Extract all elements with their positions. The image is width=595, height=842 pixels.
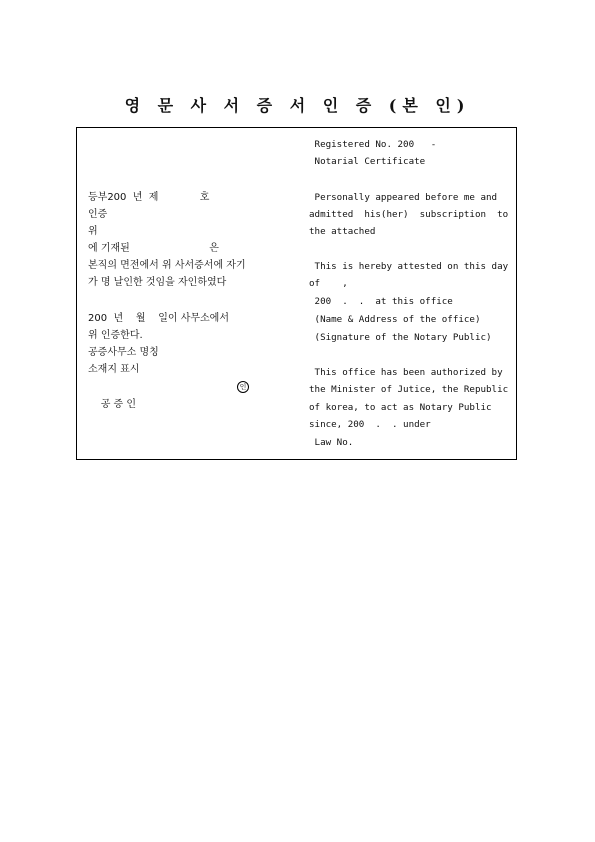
english-line-9: (Name & Address of the office) — [309, 314, 481, 325]
korean-column — [88, 189, 298, 409]
korean-line-2: 인증 — [88, 209, 108, 220]
english-line-11: This office has been authorized by — [309, 367, 503, 378]
korean-line-4: 에 기재된 은 — [88, 243, 219, 254]
english-line-8: 200 . . at this office — [309, 296, 453, 307]
korean-line-8: 위 인증한다. — [88, 330, 143, 341]
english-line-6: This is hereby attested on this day — [309, 261, 509, 272]
english-line-7: of , — [309, 278, 348, 289]
english-line-2: Notarial Certificate — [309, 156, 426, 167]
english-line-13: of korea, to act as Notary Public — [309, 402, 492, 413]
english-column — [309, 136, 511, 456]
korean-line-11 — [88, 378, 247, 448]
english-line-12: the Minister of Jutice, the Republic — [309, 384, 509, 395]
english-line-10: (Signature of the Notary Public) — [309, 332, 492, 343]
document-title: 영 문 사 서 증 서 인 증 (본 인) — [124, 96, 471, 115]
korean-line-10: 소재지 표시 — [88, 364, 140, 375]
english-line-15: Law No. — [309, 437, 354, 448]
english-line-14: since, 200 . . under — [309, 419, 431, 430]
korean-line-7: 200 년 월 일이 사무소에서 — [88, 313, 229, 324]
english-line-4: admitted his(her) subscription to — [309, 209, 509, 220]
korean-line-9: 공증사무소 명칭 — [88, 347, 159, 358]
korean-line-3: 위 — [88, 226, 98, 237]
korean-line-1: 등부200 년 제 호 — [88, 192, 210, 203]
english-line-1: Registered No. 200 - — [309, 139, 437, 150]
korean-line-6: 가 명 날인한 것임을 자인하였다 — [88, 277, 227, 288]
english-line-3: Personally appeared before me and — [309, 192, 498, 203]
seal-mark: 인 — [237, 381, 249, 393]
english-line-5: the attached — [309, 226, 376, 237]
korean-line-5: 본직의 면전에서 위 사서증서에 자기 — [88, 260, 246, 271]
notary-label: 공 증 인 — [100, 398, 137, 410]
